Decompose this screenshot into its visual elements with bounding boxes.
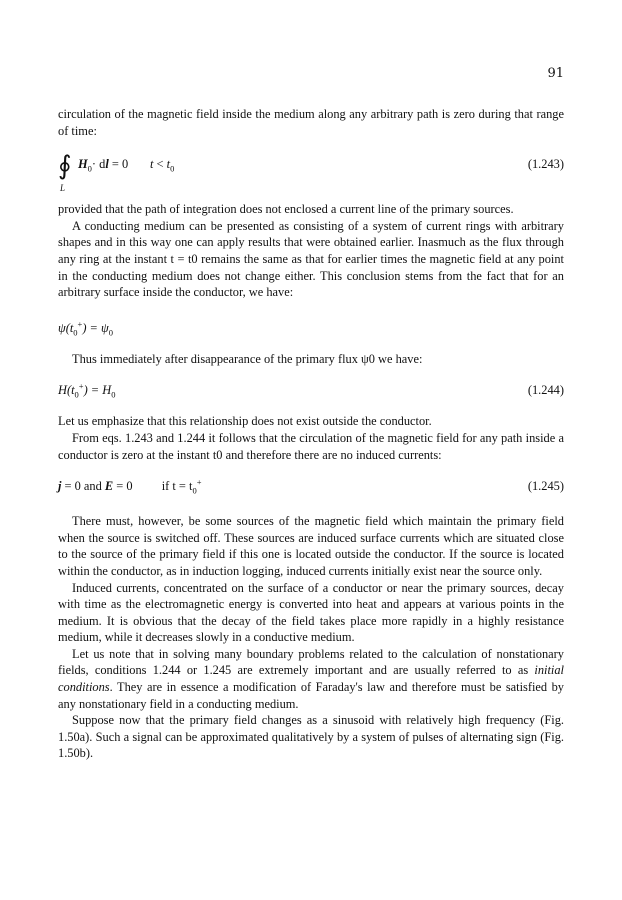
equation-1-245: j = 0 and E = 0 if $t = t_0^+$ (1.245): [58, 477, 564, 496]
paragraph-induced-currents: Induced currents, concentrated on the surface of a conductor or near the primary sources, decay with time as the electromagnetic energy is converted into heat and appears at various points in the medium. It is obvious that the decay of the field takes place more rapidly in a highly resistance medium, while it decreases slowly in a conductive medium.: [58, 580, 564, 645]
equation-psi: $\psi(t_0^+) = \psi_0$: [58, 318, 113, 338]
equation-1-243: [58, 149, 564, 194]
contour-integral-symbol: ∮: [58, 151, 72, 181]
paragraph-suppose: Suppose now that the primary field changes as a sinusoid with relatively high frequency (Fig. 1.50a). Such a signal can be approximated qualitatively by a system of pulses of alternating sign (Fig. 1.50b).: [58, 713, 564, 761]
equation-number: (1.245): [527, 479, 564, 494]
paragraph-there-must: There must, however, be some sources of the magnetic field which maintain the primary field when the source is switched off. These sources are induced surface currents which are situated close to the source of the primary field if this one is located outside the conductor. If the source is located within the conductor, as in induction logging, induced currents initially exist near the source only.: [58, 514, 564, 578]
paragraph-provided: provided that the path of integration does not enclosed a current line of the primary sources.: [58, 202, 514, 217]
integrand: $H_0\cdot$ dl = 0: [78, 157, 129, 174]
equation-1-244: $H(t_0^+) = H_0$ (1.244): [58, 381, 564, 400]
equation-condition: $t < t_0$: [150, 157, 175, 174]
paragraph-thus: Thus immediately after disappearance of the primary flux ψ0 we have:: [72, 351, 423, 366]
paragraph-from-eqs: From eqs. 1.243 and 1.244 it follows that the circulation of the magnetic field for any path inside a conductor is zero at the instant t0 and therefore there are no induced currents:: [58, 430, 564, 462]
paragraph-conducting-medium: A conducting medium can be presented as consisting of a system of current rings with arbitrary shapes and in this way one can apply results that were obtained earlier. Inasmuch as the flux through any ring at the instant t = t0 remains the same as that for earlier times the magnetic field at any point in the conducting medium does not change either. This conclusion stems from the fact that for an arbitrary surface inside the conductor, we have:: [58, 218, 564, 300]
page-body: [58, 106, 564, 762]
equation-number: (1.244): [527, 383, 564, 398]
page-number: 91: [547, 66, 564, 81]
paragraph-intro: circulation of the magnetic field inside the medium along any arbitrary path is zero during that range of time:: [58, 107, 564, 138]
initial-conditions-term: initial conditions: [58, 663, 564, 695]
paragraph-let-us-note: Let us note that in solving many boundary problems related to the calculation of nonstationary fields, conditions 1.244 or 1.245 are extremely important and are usually referred to as initial conditions. They are in essence a modification of Faraday's law and therefore must be satisfied by any nonstationary field in a conducting medium.: [58, 646, 564, 711]
equation-number: (1.243): [527, 157, 564, 172]
paragraph-emphasize: Let us emphasize that this relationship does not exist outside the conductor.: [58, 414, 432, 429]
integral-subscript: L: [60, 183, 66, 194]
